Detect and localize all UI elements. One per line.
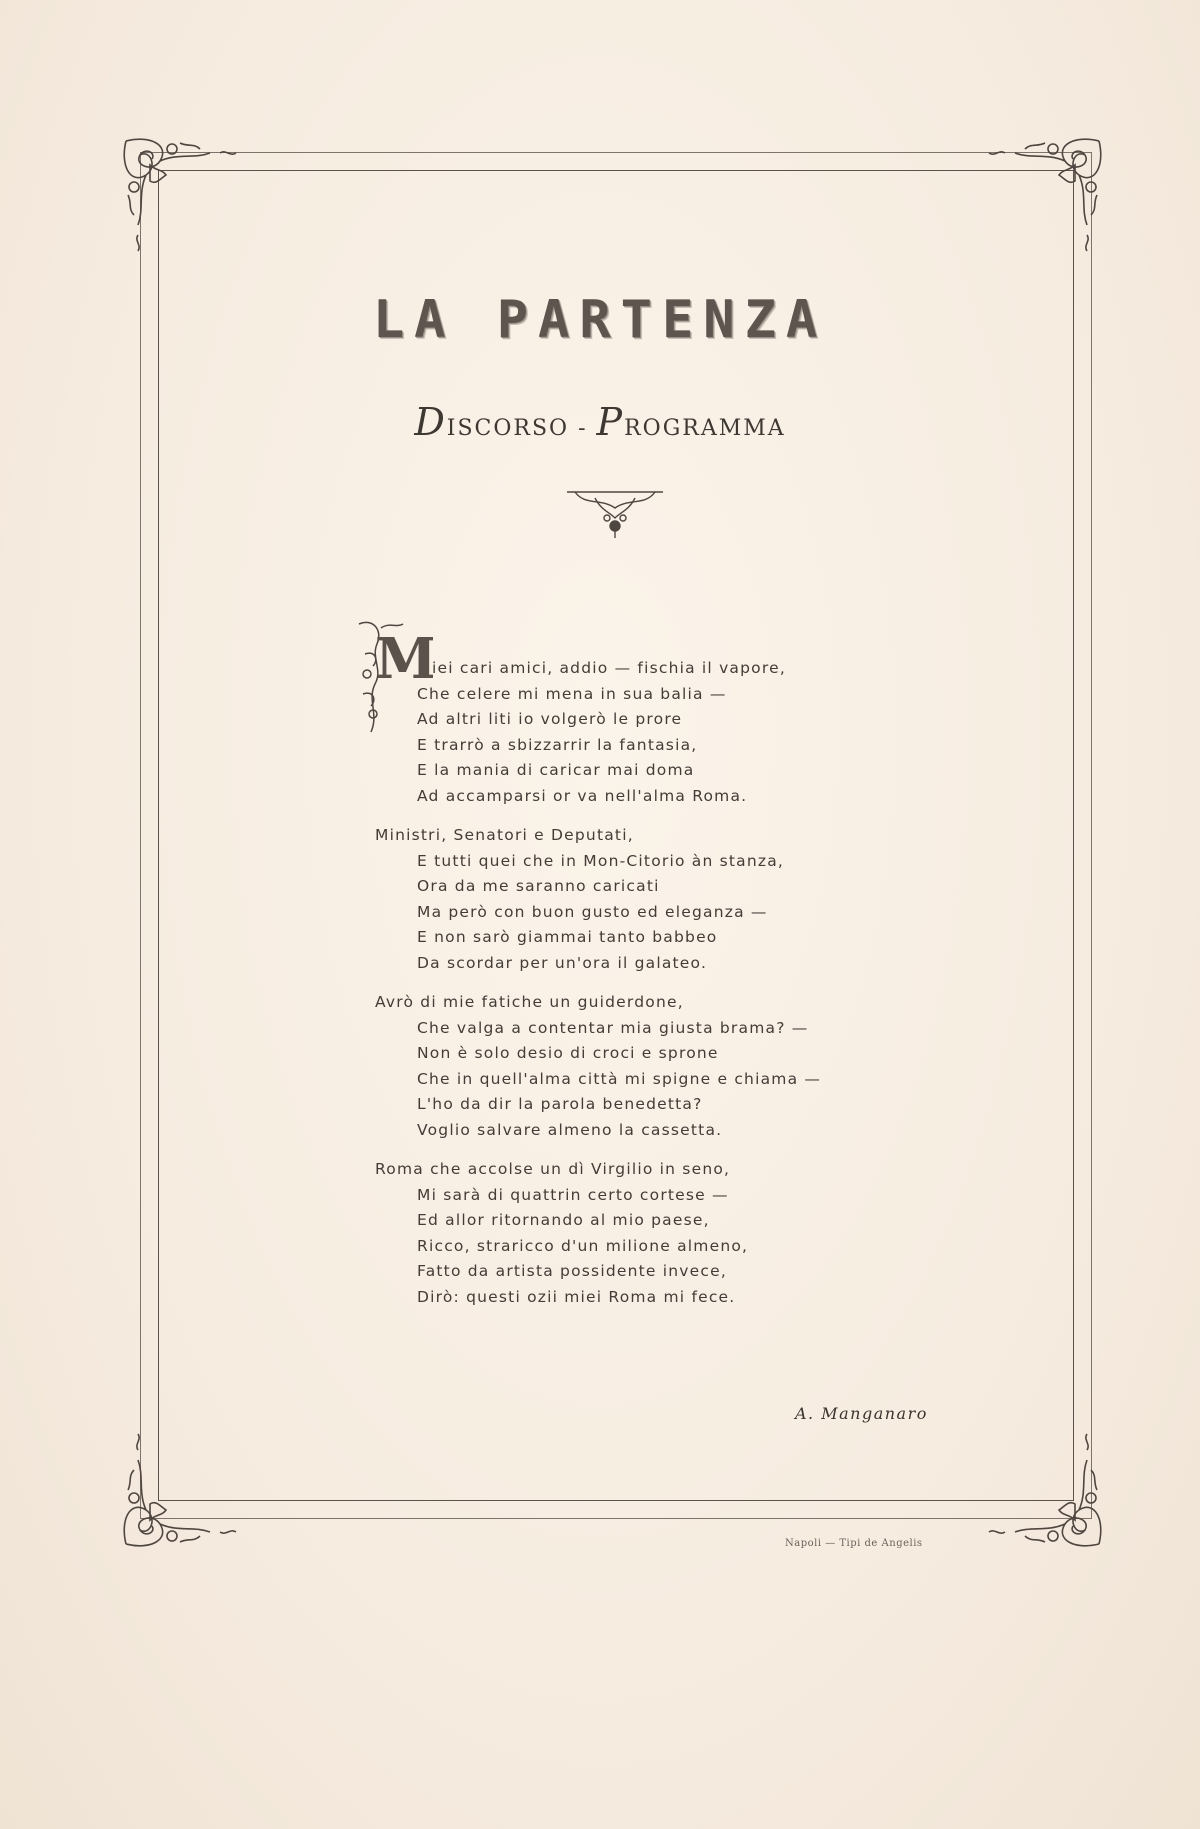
poem-line: Avrò di mie fatiche un guiderdone, xyxy=(375,993,684,1011)
poem-line: Ricco, straricco d'un milione almeno, xyxy=(417,1236,749,1255)
poem-line: iei cari amici, addio — fischia il vapore, xyxy=(432,659,786,677)
dropcap-ornament xyxy=(353,614,433,744)
poem-line: Che valga a contentar mia giusta brama? — xyxy=(417,1018,809,1037)
poem-line: Ed allor ritornando al mio paese, xyxy=(417,1211,710,1229)
printer-imprint: Napoli — Tipi de Angelis xyxy=(785,1538,923,1549)
poem-line: Ad altri liti io volgerò le prore xyxy=(417,710,683,728)
poem-line: E la mania di caricar mai doma xyxy=(417,761,695,779)
corner-ornament-top-left xyxy=(120,135,240,255)
poem-line: L'ho da dir la parola benedetta? xyxy=(417,1095,703,1113)
corner-ornament-top-right xyxy=(985,135,1105,255)
poem-line: Voglio salvare almeno la cassetta. xyxy=(417,1120,723,1139)
poem-line: Non è solo desio di croci e sprone xyxy=(417,1044,719,1062)
stanza-2 xyxy=(375,823,915,976)
subtitle-initial-2: P xyxy=(596,400,625,444)
corner-ornament-bottom-right xyxy=(985,1430,1105,1550)
stanza-1 xyxy=(375,656,915,809)
poem-line: E trarrò a sbizzarrir la fantasia, xyxy=(417,735,698,754)
poem-line: E non sarò giammai tanto babbeo xyxy=(417,928,718,946)
poem-line: Che in quell'alma città mi spigne e chiama — xyxy=(417,1069,822,1088)
fleuron-ornament xyxy=(565,488,665,540)
author-signature: A. Manganaro xyxy=(795,1404,928,1423)
poem xyxy=(375,626,915,1324)
poem-line: Che celere mi mena in sua balia — xyxy=(417,684,727,703)
poem-line: Ministri, Senatori e Deputati, xyxy=(375,826,634,844)
poem-line: Da scordar per un'ora il galateo. xyxy=(417,953,708,972)
poem-line: Fatto da artista possidente invece, xyxy=(417,1262,727,1280)
page-subtitle xyxy=(0,400,1200,444)
stanza-3 xyxy=(375,990,915,1143)
poem-line: Ora da me saranno caricati xyxy=(417,877,660,895)
subtitle-rest-1: ISCORSO xyxy=(446,416,570,441)
poem-line: Roma che accolse un dì Virgilio in seno, xyxy=(375,1160,731,1178)
subtitle-initial-1: D xyxy=(414,400,447,444)
subtitle-separator: - xyxy=(569,416,597,441)
stanza-4 xyxy=(375,1157,915,1310)
subtitle-rest-2: ROGRAMMA xyxy=(624,416,786,441)
poem-line: Mi sarà di quattrin certo cortese — xyxy=(417,1185,729,1204)
page-title: LA PARTENZA xyxy=(372,290,828,350)
dropcap-letter: M xyxy=(375,626,433,692)
poem-line: Ma però con buon gusto ed eleganza — xyxy=(417,902,768,921)
poem-line: E tutti quei che in Mon-Citorio àn stanza, xyxy=(417,851,785,870)
corner-ornament-bottom-left xyxy=(120,1430,240,1550)
poem-line: Ad accamparsi or va nell'alma Roma. xyxy=(417,786,748,805)
poem-line: Dirò: questi ozii miei Roma mi fece. xyxy=(417,1287,736,1306)
